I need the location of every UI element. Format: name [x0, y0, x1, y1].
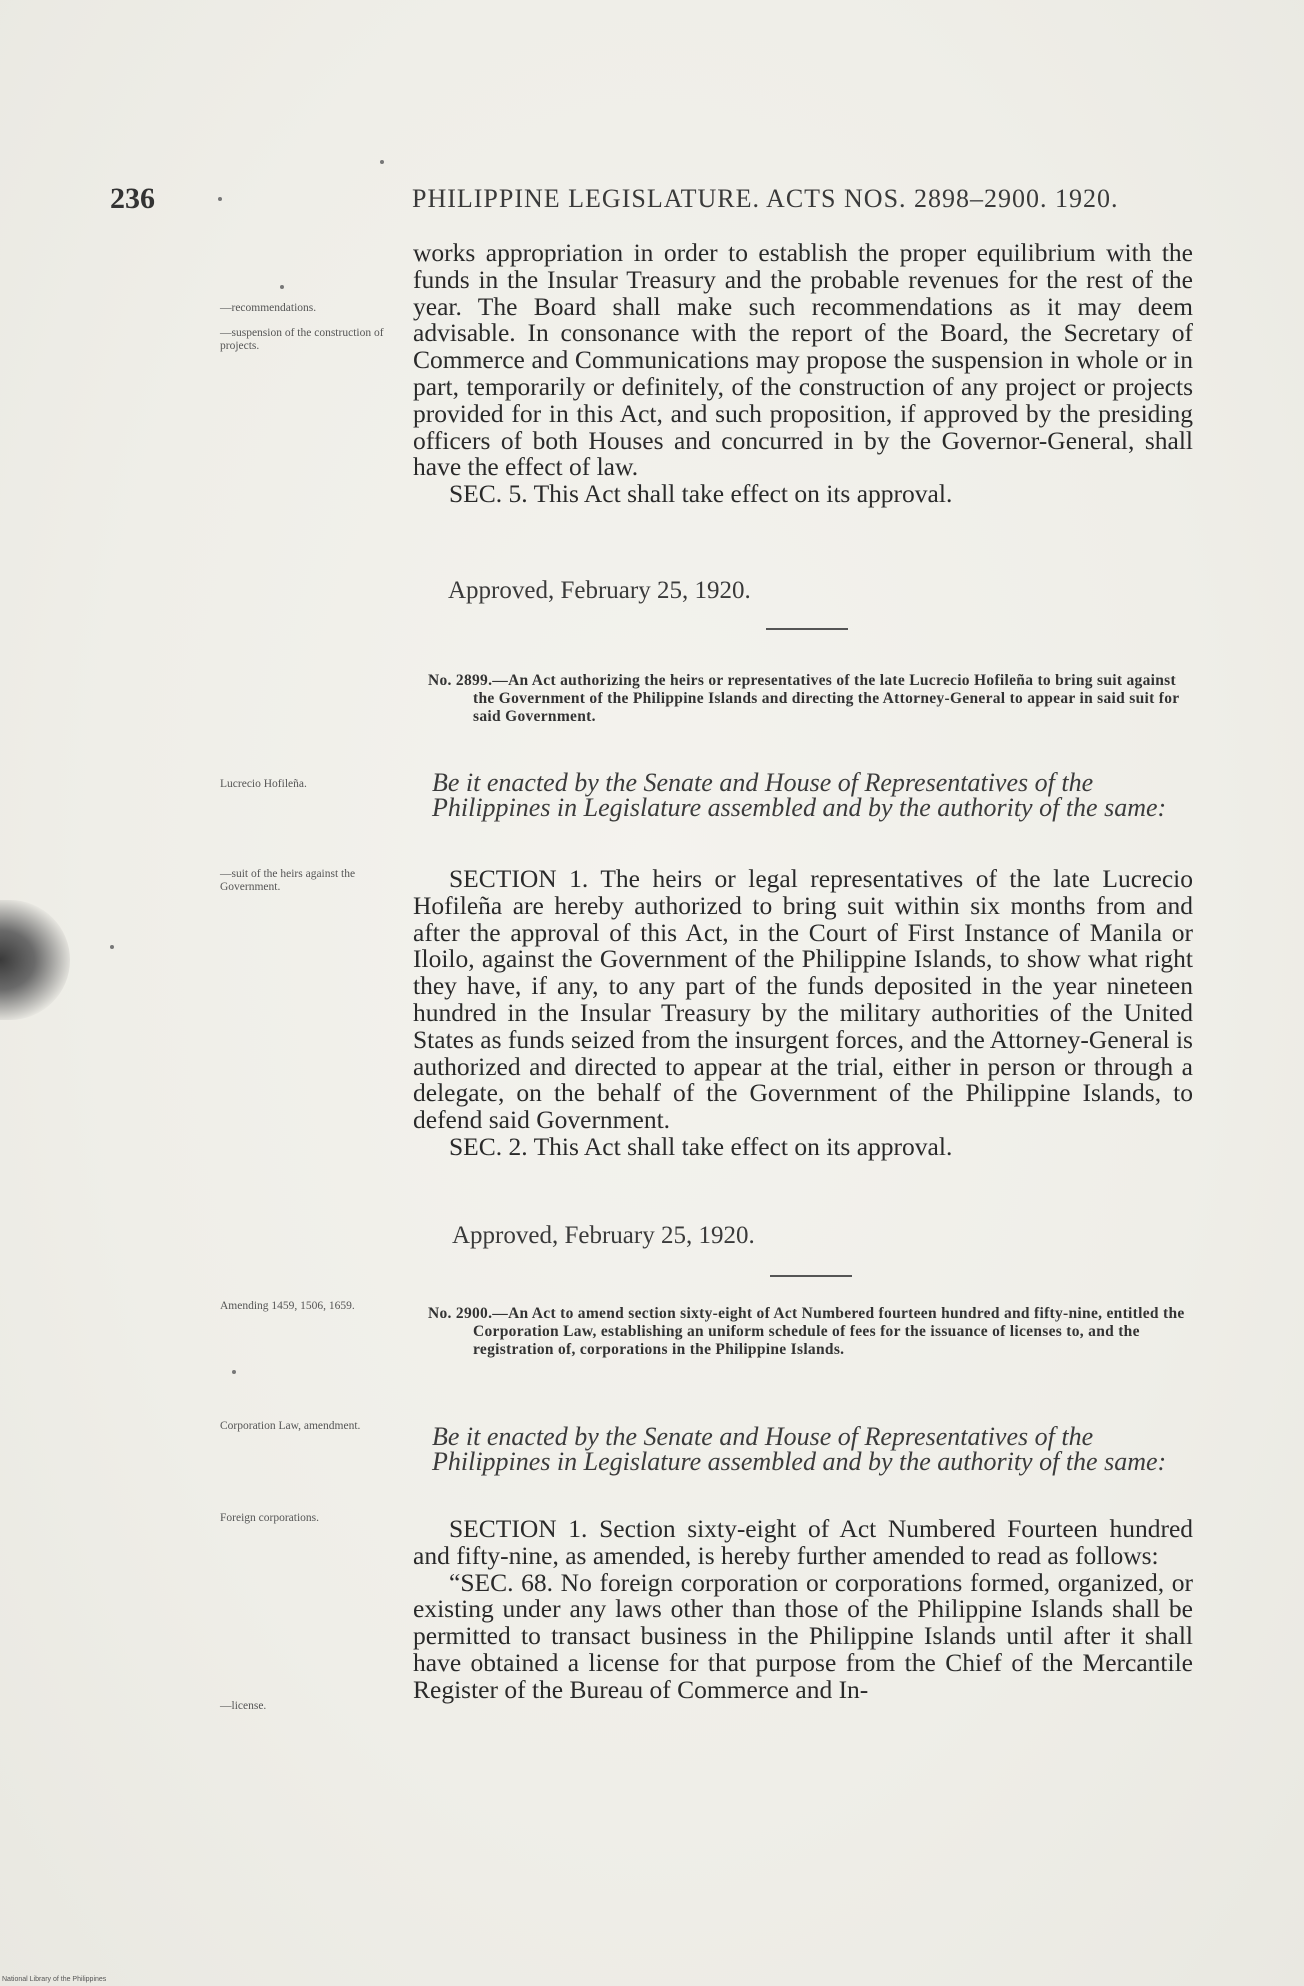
act-2898-section-5	[413, 481, 1193, 508]
act-2898-continuation	[413, 240, 1193, 508]
margin-note-suspension: —suspension of the construction of projects.	[220, 327, 384, 352]
act-2899-approved: Approved, February 25, 1920.	[452, 1222, 755, 1249]
section-text: Section sixty-eight of Act Numbered Fourteen hundred and fifty-nine, as amended, is hereby further amended to read as follows:	[413, 1514, 1194, 1570]
margin-note-foreign: Foreign corporations.	[220, 1512, 320, 1524]
act-2899-enacting-clause: Be it enacted by the Senate and House of Representatives of the Philippines in Legislature assembled and by the authority of the same:	[432, 768, 1167, 822]
section-text: No foreign corporation or corporations formed, organized, or existing under any laws other than those of the Philippine Islands shall be permitted to transact business in the Philippine Islands until after it shall have obtained a license for that purpose from the Chief of the Mercantile Register of the Bureau of Commerce and In-	[413, 1567, 1193, 1704]
act-2899-body	[413, 866, 1193, 1161]
act-2899-title: No. 2899.—An Act authorizing the heirs or representatives of the late Lucrecio Hofileña to bring suit against the Government of the Philippine Islands and directing the Attorney-General to appear in said suit for said Government.	[428, 672, 1180, 725]
margin-note-hofilena: Lucrecio Hofileña.	[220, 778, 307, 790]
running-head: PHILIPPINE LEGISLATURE. ACTS NOS. 2898–2900. 1920.	[412, 184, 1119, 213]
scan-speck	[280, 285, 284, 289]
margin-note-license: —license.	[220, 1700, 267, 1712]
act-2898-approved: Approved, February 25, 1920.	[448, 577, 751, 604]
act-2899-section-2	[413, 1131, 1193, 1161]
act-2900-body	[413, 1516, 1193, 1704]
act-2900-section-1	[413, 1516, 1193, 1570]
margin-note-corporation-law: Corporation Law, amendment.	[220, 1420, 361, 1432]
section-label: SEC. 2.	[449, 1131, 528, 1161]
scan-speck	[380, 160, 384, 164]
section-label: SEC. 5.	[449, 479, 528, 509]
page-number: 236	[110, 182, 155, 215]
section-label: SECTION 1.	[449, 864, 589, 893]
margin-note-recommendations: —recommendations.	[220, 302, 317, 314]
section-divider	[770, 1275, 852, 1277]
scan-speck	[110, 945, 114, 949]
section-label: “SEC. 68.	[449, 1567, 553, 1597]
scan-speck	[218, 197, 222, 201]
act-2900-title: No. 2900.—An Act to amend section sixty-eight of Act Numbered fourteen hundred and fifty-nine, entitled the Corporation Law, establishing an uniform schedule of fees for the issuance of licenses to, and the registration of, corporations in the Philippine Islands.	[428, 1305, 1185, 1358]
section-text: This Act shall take effect on its approval.	[533, 1131, 953, 1161]
scan-credit: National Library of the Philippines	[2, 1976, 107, 1983]
act-2898-paragraph: works appropriation in order to establish the proper equilibrium with the funds in the Insular Treasury and the probable revenues for the rest of the year. The Board shall make such recommendations as it may deem advisable. In consonance with the report of the Board, the Secretary of Commerce and Communications may propose the suspension in whole or in part, temporarily or definitely, of the construction of any project or projects provided for in this Act, and such proposition, if approved by the presiding officers of both Houses and concurred in by the Governor-General, shall have the effect of law.	[413, 238, 1193, 482]
act-2899-section-1	[413, 866, 1193, 1134]
margin-note-suit: —suit of the heirs against the Government.	[220, 868, 356, 893]
page-header	[110, 182, 1190, 222]
section-divider	[766, 628, 848, 630]
act-2900-sec-68	[413, 1567, 1193, 1704]
scan-edge-shadow	[0, 900, 70, 1020]
scan-speck	[232, 1370, 236, 1374]
section-text: This Act shall take effect on its approval.	[533, 479, 953, 509]
section-label: SECTION 1.	[449, 1514, 588, 1543]
act-2900-enacting-clause: Be it enacted by the Senate and House of Representatives of the Philippines in Legislature assembled and by the authority of the same:	[432, 1422, 1167, 1476]
margin-note-amending: Amending 1459, 1506, 1659.	[220, 1300, 355, 1312]
section-text: The heirs or legal representatives of the late Lucrecio Hofileña are hereby authorized to bring suit within six months from and after the approval of this Act, in the Court of First Instance of Manila or Iloilo, against the Government of the Philippine Islands, to show what right they have, if any, to any part of the funds deposited in the year nineteen hundred in the Insular Treasury by the military authorities of the United States as funds seized from the insurgent forces, and the Attorney-General is authorized and directed to appear at the trial, either in person or through a delegate, on the behalf of the Government of the Philippine Islands, to defend said Government.	[413, 864, 1193, 1135]
